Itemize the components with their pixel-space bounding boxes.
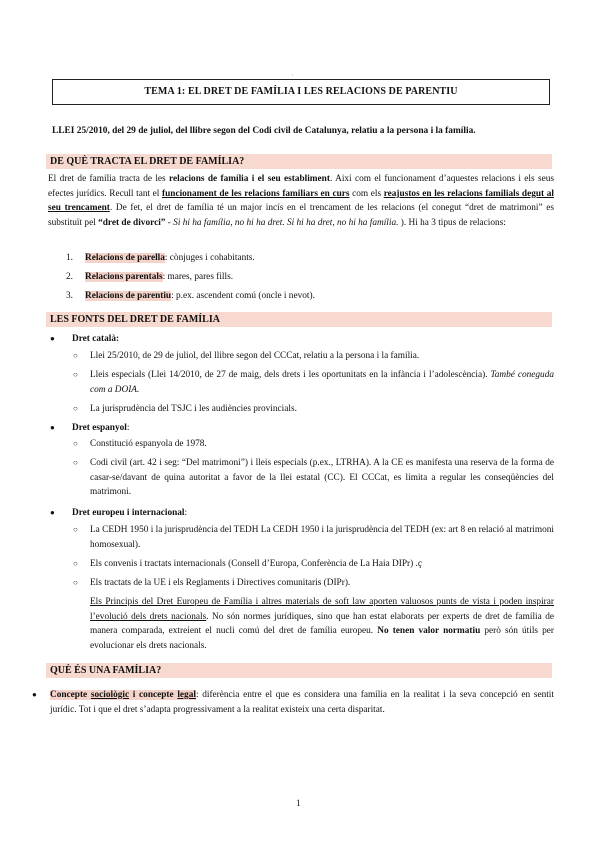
group-spanish-law: ● Dret espanyol: <box>50 423 130 433</box>
section-heading-what-is-family: QUÈ ÉS UNA FAMÍLIA? <box>46 663 552 678</box>
law-reference: LLEI 25/2010, del 29 de juliol, del llibre segon del Codi civil de Catalunya, relatiu a la persona i la família. <box>52 126 476 136</box>
list-item: ○ Llei 25/2010, de 29 de juliol, del llibre segon del CCCat, relatiu a la persona i la família. <box>73 351 420 361</box>
intro-paragraph: El dret de família tracta de les relacions de família i el seu establiment. Així com el funcionament d’aquestes relacions i els seus efectes jurídics. Recull tant el funcionament de les relacions familiars en curs com els reajustos en les relacions familials degut al seu trencament. De fet, el dret de família té un major incís en el trencament de les relacions (el conegut “dret de matrimoni” es substituït pel “dret de divorci” - Si hi ha família, no hi ha dret. Si hi ha dret, no hi ha família. ). Hi ha 3 tipus de relacions: <box>48 174 554 228</box>
list-item: ○ La CEDH 1950 i la jurisprudència del TEDH La CEDH 1950 i la jurisprudència del TEDH (ex: art 8 en relació al matrimoni homosexual). <box>73 525 554 550</box>
section-heading-what-is-family-law: DE QUÈ TRACTA EL DRET DE FAMÍLIA? <box>46 154 552 169</box>
group-european-international-law: ● Dret europeu i internacional: <box>50 508 188 518</box>
list-item-relations-parental: 2. Relacions parentals: mares, pares fills. <box>66 272 234 282</box>
list-item: ○ Els convenis i tractats internacionals (Consell d’Europa, Conferència de La Haia DIPr) .ç <box>73 559 422 569</box>
list-item: ○ Els tractats de la UE i els Reglaments i Directives comunitaris (DIPr). <box>73 578 351 588</box>
list-item-relations-couple: 1. Relacions de parella: cònjuges i cohabitants. <box>66 253 255 263</box>
family-concept-item: ● Concepte sociològic i concepte legal: diferència entre el que es considera una família en la realitat i la seva concepció en sentit jurídic. Tot i que el dret s’adapta progressivament a la realitat existeix una certa disparitat. <box>32 690 554 715</box>
list-item-relations-kinship: 3. Relacions de parentiu: p.ex. ascendent comú (oncle i nevot). <box>66 291 315 301</box>
list-item: ○ Codi civil (art. 42 i seg: “Del matrimoni”) i lleis especials (p.ex., LTRHA). A la CE es manifesta una reserva de la forma de casar-se/davant de quina autoritat a favor de la llei estatal (CC). El CCCat, es limita a regular les conseqüències del matrimoni. <box>73 458 554 498</box>
list-item: ○ Lleis especials (Llei 14/2010, de 27 de maig, dels drets i les oportunitats en la infància i l’adolescència). També coneguda com a DOIA. <box>73 370 554 395</box>
page-number: 1 <box>296 798 301 808</box>
document-title: TEMA 1: EL DRET DE FAMÍLIA I LES RELACIONS DE PARENTIU <box>52 79 550 105</box>
header-mark: , <box>292 71 294 77</box>
soft-law-note: Els Principis del Dret Europeu de Família i altres materials de soft law aporten valuosos punts de vista i poden inspirar l’evolució dels drets nacionals. No són normes jurídiques, sino que han estat elaborats per experts de dret de família de manera comparada, extreient el nucli comú del dret de família europeu. No tenen valor normatiu però són útils per evolucionar els drets nacionals. <box>90 597 554 651</box>
list-item: ○ La jurisprudència del TSJC i les audiències provincials. <box>73 404 297 414</box>
list-item: ○ Constitució espanyola de 1978. <box>73 439 207 449</box>
group-catalan-law: ● Dret català: <box>50 334 120 344</box>
section-heading-sources: LES FONTS DEL DRET DE FAMÍLIA <box>46 312 552 327</box>
